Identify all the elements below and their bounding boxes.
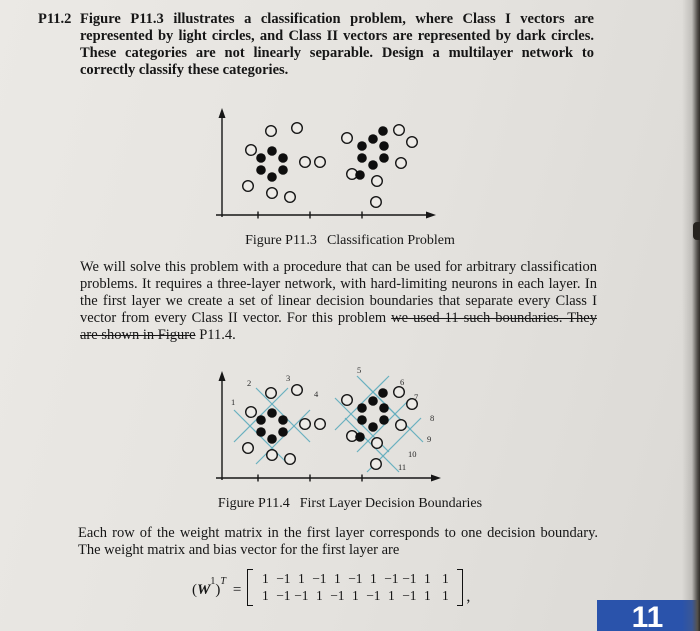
class2-dark-circle <box>378 388 388 398</box>
matrix-cell: 1 <box>442 571 449 586</box>
class1-light-circle <box>267 450 278 461</box>
matrix-cell: −1 <box>402 588 417 603</box>
scan-edge-shadow <box>682 0 700 631</box>
weight-matrix-paragraph: Each row of the weight matrix in the first layer corresponds to one decision boundary. The weight matrix and bias vector for the first layer are <box>78 525 598 558</box>
problem-number: P11.2 <box>38 11 72 27</box>
class2-dark-circle <box>355 432 365 442</box>
class1-light-circle <box>266 126 277 137</box>
matrix-cell: 1 <box>424 588 431 603</box>
matrix-cell: 1 <box>316 588 323 603</box>
class2-dark-circle <box>379 403 389 413</box>
class1-light-circle <box>315 157 326 168</box>
class2-dark-circle <box>355 170 365 180</box>
class1-light-circle <box>396 420 407 431</box>
boundary-number-label: 8 <box>430 413 435 423</box>
class2-dark-circle <box>256 153 266 163</box>
class2-dark-circle <box>278 427 288 437</box>
figure-p113-caption-label: Figure P11.3 <box>245 233 317 248</box>
page-number: 11 <box>631 601 664 631</box>
figure-p114-caption-title: First Layer Decision Boundaries <box>299 496 483 511</box>
class1-light-circle <box>266 388 277 399</box>
boundary-number-label: 1 <box>231 397 236 407</box>
matrix-cell: −1 <box>330 588 345 603</box>
figure-p114-caption-label: Figure P11.4 <box>217 496 290 511</box>
matrix-cell: 1 <box>442 588 449 603</box>
class1-light-circle <box>371 197 382 208</box>
matrix-cell: 1 <box>388 588 395 603</box>
matrix-cell: 1 <box>262 571 269 586</box>
class1-light-circle <box>292 385 303 396</box>
scan-edge-notch <box>693 222 700 240</box>
matrix-cell: −1 <box>366 588 381 603</box>
class1-light-circle <box>246 145 257 156</box>
matrix-cell: −1 <box>312 571 327 586</box>
matrix-cell: 1 <box>352 588 359 603</box>
class1-light-circle <box>342 395 353 406</box>
weight-matrix-equation <box>192 569 470 606</box>
equation-comma: , <box>466 588 471 605</box>
matrix-cell: 1 <box>424 571 431 586</box>
class1-light-circle <box>292 123 303 134</box>
class1-light-circle <box>267 188 278 199</box>
matrix-cell: 1 <box>262 588 269 603</box>
class2-dark-circle <box>256 427 266 437</box>
class2-dark-circle <box>357 141 367 151</box>
class2-dark-circle <box>256 165 266 175</box>
class1-light-circle <box>342 133 353 144</box>
class2-dark-circle <box>368 160 378 170</box>
weight-matrix <box>253 569 457 606</box>
matrix-cell: 1 <box>370 571 377 586</box>
class1-light-circle <box>246 407 257 418</box>
class2-dark-circle <box>368 396 378 406</box>
matrix-cell: −1 <box>276 571 291 586</box>
class1-light-circle <box>243 181 254 192</box>
problem-block <box>38 11 598 79</box>
class2-dark-circle <box>379 141 389 151</box>
class2-dark-circle <box>267 434 277 444</box>
class1-light-circle <box>407 137 418 148</box>
class1-light-circle <box>285 454 296 465</box>
boundary-number-label: 7 <box>414 392 419 402</box>
figure-p114-plot <box>216 365 441 482</box>
class2-dark-circle <box>357 403 367 413</box>
class1-light-circle <box>300 157 311 168</box>
boundary-number-label: 3 <box>286 373 291 383</box>
open-paren: ( <box>192 582 197 598</box>
matrix-cell: 1 <box>334 571 341 586</box>
class1-light-circle <box>396 158 407 169</box>
class2-dark-circle <box>278 165 288 175</box>
solution-paragraph-text: We will solve this problem with a procedure that can be used for arbitrary classification problems. It requires a three-layer network, with hard-limiting neurons in each layer. In the first layer we create a set of linear decision boundaries that separate every Class I vector from every Class II vector. For this problem <box>80 259 597 326</box>
class2-dark-circle <box>267 408 277 418</box>
class1-light-circle <box>394 125 405 136</box>
class1-light-circle <box>243 443 254 454</box>
class1-light-circle <box>300 419 311 430</box>
equals-sign: = <box>232 582 242 598</box>
class2-dark-circle <box>357 153 367 163</box>
class1-light-circle <box>372 176 383 187</box>
solution-paragraph <box>80 259 597 344</box>
matrix-cell: −1 <box>384 571 399 586</box>
matrix-bracket-right <box>457 569 463 606</box>
class2-dark-circle <box>379 415 389 425</box>
class1-light-circle <box>372 438 383 449</box>
equation-lhs <box>192 576 241 599</box>
transpose-superscript: T <box>220 576 226 587</box>
solution-paragraph-struck-text: we used 11 such boundaries. They are shown in Figure <box>80 310 597 343</box>
figure-p113-caption-title: Classification Problem <box>326 233 455 248</box>
class2-dark-circle <box>278 415 288 425</box>
class2-dark-circle <box>256 415 266 425</box>
boundary-number-label: 10 <box>408 449 417 459</box>
class2-dark-circle <box>368 422 378 432</box>
class2-dark-circle <box>267 146 277 156</box>
boundary-number-label: 2 <box>247 378 252 388</box>
close-paren: ) <box>215 582 221 598</box>
matrix-cell: −1 <box>294 588 309 603</box>
boundary-number-label: 5 <box>357 365 362 375</box>
class1-light-circle <box>394 387 405 398</box>
class2-dark-circle <box>278 153 288 163</box>
class1-light-circle <box>285 192 296 203</box>
problem-statement: Figure P11.3 illustrates a classification problem, where Class I vectors are represented by light circles, and Class II vectors are represented by dark circles. These categories are not linearly separable. Design a multilayer network to correctly classify these categories. <box>80 11 594 78</box>
solution-paragraph-end: P11.4. <box>195 327 236 343</box>
boundary-number-label: 11 <box>398 462 407 472</box>
weight-superscript: 1 <box>210 576 216 587</box>
boundary-number-label: 9 <box>427 434 432 444</box>
matrix-cell: −1 <box>348 571 363 586</box>
boundary-number-label: 4 <box>314 389 319 399</box>
class2-dark-circle <box>267 172 277 182</box>
matrix-cell: −1 <box>402 571 417 586</box>
matrix-cell: 1 <box>298 571 305 586</box>
figure-p113-plot <box>216 108 436 219</box>
figure-p113-caption <box>90 233 610 249</box>
class2-dark-circle <box>357 415 367 425</box>
class1-light-circle <box>371 459 382 470</box>
figure-p114-caption <box>90 496 610 512</box>
boundary-number-label: 6 <box>400 377 405 387</box>
class2-dark-circle <box>378 126 388 136</box>
class2-dark-circle <box>379 153 389 163</box>
matrix-cell: −1 <box>276 588 291 603</box>
class2-dark-circle <box>368 134 378 144</box>
weight-symbol: W <box>197 582 211 598</box>
class1-light-circle <box>315 419 326 430</box>
